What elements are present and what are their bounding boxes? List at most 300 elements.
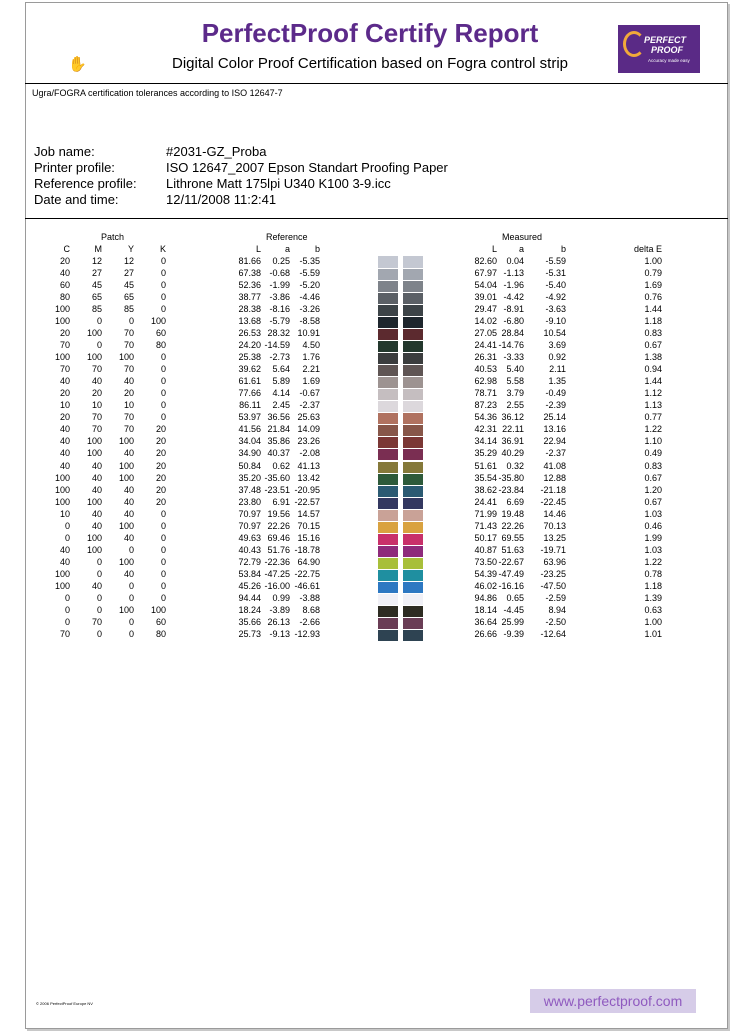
measured-swatch: [403, 557, 423, 569]
logo-tagline: Accuracy made easy: [648, 58, 690, 63]
cell-y: 70: [123, 412, 134, 423]
cell-c: 100: [54, 472, 70, 483]
cell-ref-l: 72.79: [238, 556, 261, 567]
cell-ref-b: 41.13: [297, 460, 320, 471]
reference-swatch: [378, 448, 398, 460]
cell-m: 40: [91, 580, 102, 591]
reference-swatch: [378, 268, 398, 280]
cell-y: 100: [118, 436, 134, 447]
reference-swatch: [378, 533, 398, 545]
cell-k: 0: [160, 508, 166, 519]
reference-swatch: [378, 521, 398, 533]
table-row: [0, 316, 732, 328]
cell-meas-l: 26.66: [474, 628, 497, 639]
table-row: [0, 376, 732, 388]
cell-delta-e: 1.39: [644, 592, 662, 603]
table-row: [0, 400, 732, 412]
info-row-date: [34, 192, 448, 208]
cell-ref-l: 34.90: [238, 448, 261, 459]
cell-meas-l: 71.99: [474, 508, 497, 519]
reference-swatch: [378, 509, 398, 521]
cell-meas-a: 0.04: [506, 256, 524, 266]
cell-y: 40: [123, 448, 134, 459]
table-row: [0, 388, 732, 400]
reference-swatch: [378, 557, 398, 569]
cell-delta-e: 1.69: [644, 280, 662, 291]
cell-c: 40: [59, 376, 70, 387]
cell-y: 40: [123, 532, 134, 543]
info-row-printer: [34, 160, 448, 176]
cell-delta-e: 1.03: [644, 508, 662, 519]
cell-meas-b: 1.35: [548, 376, 566, 387]
cell-ref-b: 70.15: [297, 520, 320, 531]
measured-swatch: [403, 473, 423, 485]
cell-ref-a: 5.89: [272, 376, 290, 387]
cell-ref-b: 64.90: [297, 556, 320, 567]
reference-swatch: [378, 340, 398, 352]
cell-ref-l: 25.73: [238, 628, 261, 639]
cell-meas-b: 13.25: [543, 532, 566, 543]
cell-ref-a: 28.32: [267, 328, 290, 339]
cell-y: 70: [123, 364, 134, 375]
cell-meas-b: -2.59: [545, 592, 566, 603]
cell-y: 10: [123, 400, 134, 411]
col-header-meas-b: b: [560, 244, 566, 254]
cell-ref-a: 0.25: [272, 256, 290, 266]
table-row: [0, 340, 732, 352]
cell-m: 100: [86, 532, 102, 543]
cell-ref-l: 70.97: [238, 508, 261, 519]
cell-delta-e: 0.83: [644, 328, 662, 339]
cell-ref-l: 34.04: [238, 436, 261, 447]
cell-ref-l: 50.84: [238, 460, 261, 471]
info-value: #2031-GZ_Proba: [166, 144, 267, 159]
cell-ref-a: 0.62: [272, 460, 290, 471]
reference-swatch: [378, 316, 398, 328]
measured-swatch: [403, 533, 423, 545]
info-value: 12/11/2008 11:2:41: [166, 192, 277, 207]
cell-y: 70: [123, 340, 134, 351]
cell-meas-l: 36.64: [474, 616, 497, 627]
cell-meas-l: 39.01: [474, 292, 497, 303]
info-label: Printer profile:: [34, 160, 115, 175]
cell-ref-a: 69.46: [267, 532, 290, 543]
cell-ref-b: 25.63: [297, 412, 320, 423]
measured-swatch: [403, 448, 423, 460]
cell-k: 0: [160, 580, 166, 591]
cell-ref-b: 2.21: [302, 364, 320, 375]
cell-ref-a: 21.84: [267, 424, 290, 435]
measured-swatch: [403, 424, 423, 436]
cell-ref-a: -8.16: [269, 304, 290, 315]
cell-meas-l: 46.02: [474, 580, 497, 591]
table-row: [0, 436, 732, 448]
reference-swatch: [378, 617, 398, 629]
cell-y: 100: [118, 556, 134, 567]
cell-ref-l: 61.61: [238, 376, 261, 387]
cell-ref-a: 51.76: [267, 544, 290, 555]
cell-meas-b: -5.59: [545, 256, 566, 266]
cell-m: 85: [91, 304, 102, 315]
cell-ref-b: 23.26: [297, 436, 320, 447]
cell-k: 80: [155, 628, 166, 639]
cell-ref-l: 18.24: [238, 604, 261, 615]
cell-meas-a: -22.67: [498, 556, 524, 567]
cell-ref-b: -22.75: [294, 568, 320, 579]
cell-y: 85: [123, 304, 134, 315]
cell-meas-b: -22.45: [540, 496, 566, 507]
cell-k: 0: [160, 292, 166, 303]
cell-k: 0: [160, 592, 166, 603]
cell-meas-b: 10.54: [543, 328, 566, 339]
cell-ref-b: -4.46: [299, 292, 320, 303]
cell-ref-l: 35.20: [238, 472, 261, 483]
table-row: [0, 581, 732, 593]
cell-meas-l: 94.86: [474, 592, 497, 603]
reference-swatch: [378, 388, 398, 400]
cell-meas-a: 22.11: [502, 424, 524, 435]
tolerance-note: Ugra/FOGRA certification tolerances according to ISO 12647-7: [32, 88, 283, 98]
cell-delta-e: 1.22: [644, 424, 662, 435]
cell-ref-b: -2.66: [299, 616, 320, 627]
reference-swatch: [378, 497, 398, 509]
cell-ref-b: 14.57: [297, 508, 320, 519]
cell-meas-b: 63.96: [543, 556, 566, 567]
table-row: [0, 485, 732, 497]
cell-y: 45: [123, 280, 134, 291]
measured-swatch: [403, 593, 423, 605]
cell-ref-a: 26.13: [267, 616, 290, 627]
cell-meas-a: 19.48: [501, 508, 524, 519]
cell-ref-a: -9.13: [269, 628, 290, 639]
cell-delta-e: 1.01: [644, 628, 662, 639]
measured-swatch: [403, 316, 423, 328]
measured-swatch: [403, 352, 423, 364]
measured-swatch: [403, 304, 423, 316]
col-header-ref-a: a: [284, 244, 290, 254]
cell-c: 10: [59, 508, 70, 519]
cell-y: 0: [128, 616, 134, 627]
col-header-meas-a: a: [518, 244, 524, 254]
cell-meas-b: -12.64: [540, 628, 566, 639]
table-row: [0, 617, 732, 629]
cell-meas-l: 87.23: [474, 400, 497, 411]
cell-y: 0: [128, 580, 134, 591]
cell-ref-l: 28.38: [238, 304, 261, 315]
header-divider: [25, 83, 728, 84]
col-header-k: K: [159, 244, 166, 254]
cell-ref-l: 24.20: [238, 340, 261, 351]
cell-meas-l: 18.14: [474, 604, 497, 615]
cell-meas-b: -21.18: [540, 484, 566, 495]
measured-swatch: [403, 364, 423, 376]
cell-meas-b: -5.40: [545, 280, 566, 291]
table-row: [0, 509, 732, 521]
cell-k: 0: [160, 280, 166, 291]
cell-m: 100: [86, 436, 102, 447]
cell-ref-b: -12.93: [294, 628, 320, 639]
cell-c: 40: [59, 448, 70, 459]
cell-delta-e: 1.12: [644, 388, 662, 399]
cell-meas-l: 67.97: [474, 268, 497, 279]
cell-ref-a: -47.25: [264, 568, 290, 579]
cell-ref-a: -3.89: [269, 604, 290, 615]
cell-meas-a: 36.91: [501, 436, 524, 447]
table-row: [0, 497, 732, 509]
table-row: [0, 352, 732, 364]
cell-meas-b: -23.25: [540, 568, 566, 579]
cell-meas-a: 22.26: [501, 520, 524, 531]
cell-meas-b: 13.16: [543, 424, 566, 435]
cell-ref-l: 37.48: [238, 484, 261, 495]
cell-meas-a: -35.80: [498, 472, 524, 483]
info-row-job: [34, 144, 448, 160]
cell-y: 100: [118, 520, 134, 531]
cell-ref-b: 1.76: [302, 352, 320, 363]
cell-delta-e: 0.77: [644, 412, 662, 423]
cell-ref-l: 25.38: [238, 352, 261, 363]
cell-ref-a: -2.73: [269, 352, 290, 363]
cell-m: 100: [86, 352, 102, 363]
cell-meas-l: 34.14: [474, 436, 497, 447]
reference-swatch: [378, 424, 398, 436]
measured-swatch: [403, 497, 423, 509]
cell-ref-l: 35.66: [238, 616, 261, 627]
cell-ref-a: 4.14: [272, 388, 290, 399]
measured-swatch: [403, 268, 423, 280]
cell-ref-l: 45.26: [238, 580, 261, 591]
cell-meas-b: -2.39: [545, 400, 566, 411]
cell-ref-a: -1.99: [269, 280, 290, 291]
cell-ref-l: 53.97: [238, 412, 261, 423]
cell-meas-l: 54.39: [474, 568, 497, 579]
reference-swatch: [378, 400, 398, 412]
cell-k: 0: [160, 412, 166, 423]
cell-meas-a: -8.91: [503, 304, 524, 315]
cell-k: 0: [160, 556, 166, 567]
reference-header: Reference: [266, 232, 308, 242]
cell-k: 100: [150, 604, 166, 615]
table-row: [0, 593, 732, 605]
reference-swatch: [378, 352, 398, 364]
cell-ref-a: 6.91: [272, 496, 290, 507]
reference-swatch: [378, 569, 398, 581]
cell-c: 20: [59, 328, 70, 339]
reference-swatch: [378, 304, 398, 316]
cell-c: 40: [59, 424, 70, 435]
measured-swatch: [403, 436, 423, 448]
cell-k: 0: [160, 400, 166, 411]
cell-delta-e: 1.00: [644, 616, 662, 627]
info-label: Date and time:: [34, 192, 119, 207]
cell-c: 70: [59, 340, 70, 351]
perfectproof-logo: [618, 25, 700, 73]
cell-ref-b: -5.59: [299, 268, 320, 279]
cell-meas-l: 71.43: [474, 520, 497, 531]
col-header-delta-e: delta E: [633, 244, 662, 254]
logo-line1: PERFECT: [644, 35, 687, 45]
cell-ref-l: 53.84: [238, 568, 261, 579]
table-row: [0, 569, 732, 581]
cell-meas-b: -5.31: [545, 268, 566, 279]
cell-m: 27: [91, 268, 102, 279]
cell-ref-b: 4.50: [302, 340, 320, 351]
measured-swatch: [403, 569, 423, 581]
cell-ref-l: 13.68: [238, 316, 261, 327]
cell-y: 0: [128, 316, 134, 327]
cell-y: 70: [123, 328, 134, 339]
cell-m: 0: [96, 556, 102, 567]
table-row: [0, 629, 732, 641]
cell-meas-l: 40.87: [474, 544, 497, 555]
cell-ref-b: -2.37: [299, 400, 320, 411]
cell-k: 0: [160, 268, 166, 279]
cell-y: 0: [128, 592, 134, 603]
cell-y: 100: [118, 472, 134, 483]
cell-c: 40: [59, 556, 70, 567]
cell-delta-e: 0.78: [644, 568, 662, 579]
cell-meas-a: -4.45: [503, 604, 524, 615]
cell-ref-a: 36.56: [267, 412, 290, 423]
info-value: Lithrone Matt 175lpi U340 K100 3-9.icc: [166, 176, 391, 191]
cell-meas-l: 35.54: [474, 472, 497, 483]
cell-delta-e: 1.18: [644, 580, 662, 591]
cell-ref-a: -23.51: [264, 484, 290, 495]
cell-m: 100: [86, 496, 102, 507]
copyright: © 2006 PerfectProof Europe NV: [36, 1001, 93, 1006]
cell-k: 20: [155, 496, 166, 507]
website-link[interactable]: www.perfectproof.com: [530, 989, 696, 1013]
cell-m: 40: [91, 508, 102, 519]
cell-ref-l: 70.97: [238, 520, 261, 531]
cell-ref-a: 35.86: [267, 436, 290, 447]
cell-y: 12: [123, 256, 134, 266]
cell-m: 70: [91, 616, 102, 627]
cell-meas-b: 8.94: [548, 604, 566, 615]
cell-m: 0: [96, 568, 102, 579]
cell-c: 40: [59, 460, 70, 471]
cell-meas-b: 70.13: [543, 520, 566, 531]
cell-y: 40: [123, 568, 134, 579]
cell-meas-l: 62.98: [474, 376, 497, 387]
cell-ref-l: 40.43: [238, 544, 261, 555]
cell-meas-a: -1.96: [503, 280, 524, 291]
cell-meas-b: 12.88: [543, 472, 566, 483]
table-row: [0, 412, 732, 424]
cell-ref-l: 26.53: [238, 328, 261, 339]
cell-meas-b: 22.94: [543, 436, 566, 447]
cell-ref-a: 2.45: [272, 400, 290, 411]
col-header-m: M: [94, 244, 102, 254]
cell-y: 0: [128, 628, 134, 639]
measured-swatch: [403, 461, 423, 473]
table-row: [0, 424, 732, 436]
measured-swatch: [403, 581, 423, 593]
cell-c: 40: [59, 268, 70, 279]
cell-ref-l: 38.77: [238, 292, 261, 303]
cell-k: 100: [150, 316, 166, 327]
cell-c: 0: [64, 592, 70, 603]
info-label: Job name:: [34, 144, 95, 159]
cell-ref-b: 13.42: [297, 472, 320, 483]
cell-meas-b: 0.92: [548, 352, 566, 363]
cell-ref-a: 5.64: [272, 364, 290, 375]
cell-m: 40: [91, 376, 102, 387]
cell-c: 20: [59, 256, 70, 266]
measured-swatch: [403, 617, 423, 629]
measured-swatch: [403, 400, 423, 412]
col-header-c: C: [63, 244, 70, 254]
cell-y: 100: [118, 352, 134, 363]
cell-m: 40: [91, 520, 102, 531]
cell-ref-a: -0.68: [269, 268, 290, 279]
cell-ref-b: -20.95: [294, 484, 320, 495]
cell-y: 100: [118, 460, 134, 471]
cell-meas-l: 82.60: [474, 256, 497, 266]
cell-y: 27: [123, 268, 134, 279]
cell-k: 80: [155, 340, 166, 351]
cell-k: 20: [155, 424, 166, 435]
cell-meas-l: 24.41: [474, 496, 497, 507]
info-value: ISO 12647_2007 Epson Standart Proofing Paper: [166, 160, 448, 175]
measured-swatch: [403, 521, 423, 533]
cell-m: 40: [91, 472, 102, 483]
cell-m: 0: [96, 628, 102, 639]
cell-ref-b: -3.26: [299, 304, 320, 315]
cell-meas-l: 54.36: [474, 412, 497, 423]
cell-meas-b: 14.46: [543, 508, 566, 519]
cell-ref-b: 14.09: [297, 424, 320, 435]
table-row: [0, 545, 732, 557]
cell-k: 60: [155, 616, 166, 627]
cell-meas-a: 40.29: [501, 448, 524, 459]
reference-swatch: [378, 593, 398, 605]
table-row: [0, 461, 732, 473]
cell-y: 40: [123, 484, 134, 495]
cell-meas-l: 14.02: [474, 316, 497, 327]
cell-ref-b: -0.67: [299, 388, 320, 399]
reference-swatch: [378, 328, 398, 340]
col-header-ref-l: L: [255, 244, 261, 254]
cell-ref-b: 15.16: [297, 532, 320, 543]
cell-ref-a: 0.99: [272, 592, 290, 603]
reference-swatch: [378, 436, 398, 448]
cell-c: 0: [64, 520, 70, 531]
table-row: [0, 364, 732, 376]
cell-ref-b: -5.20: [299, 280, 320, 291]
cell-meas-b: 3.69: [548, 340, 566, 351]
cell-ref-b: -3.88: [299, 592, 320, 603]
cell-c: 70: [59, 364, 70, 375]
cell-c: 0: [64, 616, 70, 627]
cell-y: 40: [123, 508, 134, 519]
cell-meas-l: 50.17: [474, 532, 497, 543]
cell-ref-b: -5.35: [299, 256, 320, 266]
cell-ref-l: 49.63: [238, 532, 261, 543]
cell-delta-e: 0.83: [644, 460, 662, 471]
cell-meas-l: 40.53: [474, 364, 497, 375]
cell-m: 100: [86, 448, 102, 459]
cell-ref-a: -16.00: [264, 580, 290, 591]
col-header-meas-l: L: [491, 244, 497, 254]
cell-ref-l: 81.66: [238, 256, 261, 266]
cell-ref-b: 8.68: [302, 604, 320, 615]
cell-meas-l: 29.47: [474, 304, 497, 315]
reference-swatch: [378, 473, 398, 485]
cell-m: 70: [91, 364, 102, 375]
hand-cursor-icon: ✋: [68, 56, 87, 73]
reference-swatch: [378, 485, 398, 497]
